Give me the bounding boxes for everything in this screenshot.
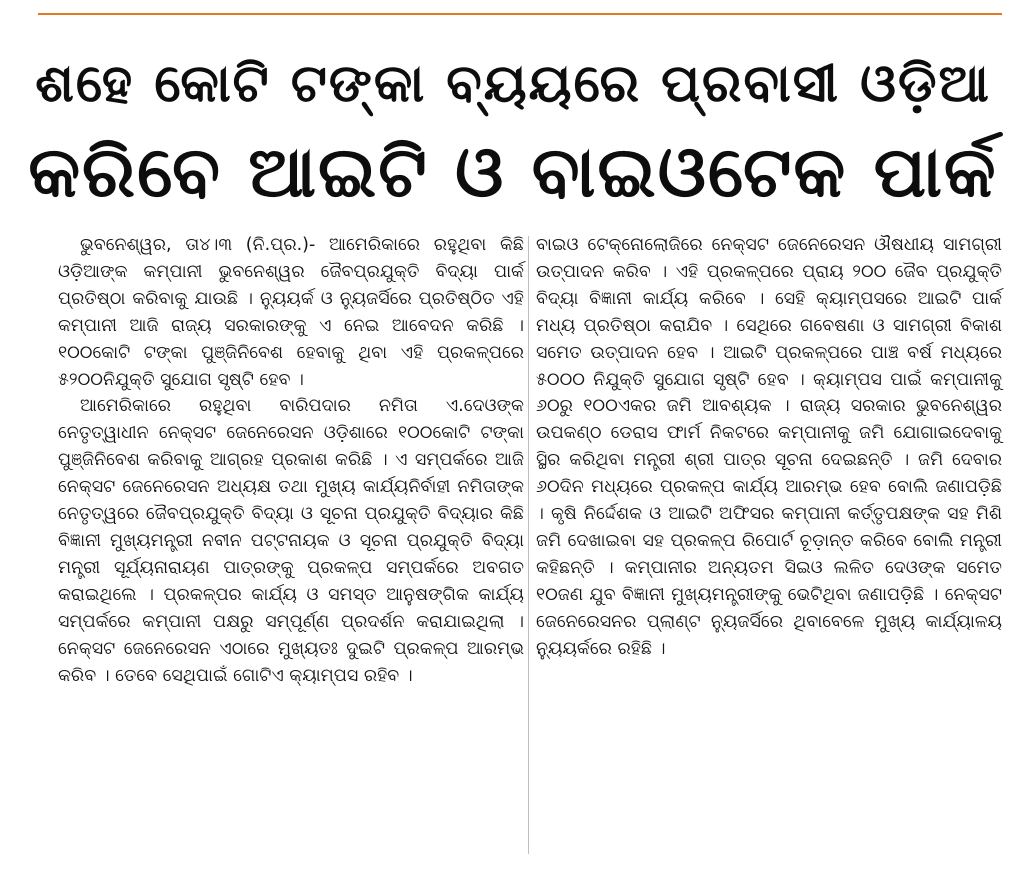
article-paragraph: ବାଇଓ ଟେକ୍ନୋଲୋଜିରେ ନେକ୍ସଟ ଜେନେରେସନ ଔଷଧୀୟ ସାମଗ୍ରୀ ଉତ୍ପାଦନ କରିବ । ଏହି ପ୍ରକଳ୍ପରେ ପ୍ରାୟ ୨୦୦ ଜୈବ ପ୍ରଯୁକ୍ତି ବିଦ୍ୟା ବିଜ୍ଞାନୀ କାର୍ଯ୍ୟ କରିବେ । ସେହି କ୍ୟାମ୍ପସରେ ଆଇଟି ପାର୍କ ମଧ୍ୟ ପ୍ରତିଷ୍ଠା କରାଯିବ । ସେଥିରେ ଗବେଷଣା ଓ ସାମଗ୍ରୀ ବିକାଶ ସମେତ ଉତ୍ପାଦନ ହେବ । ଆଇଟି ପ୍ରକଳ୍ପରେ ପାଞ୍ଚ ବର୍ଷ ମଧ୍ୟରେ ୫୦୦୦ ନିଯୁକ୍ତି ସୁଯୋଗ ସୃଷ୍ଟି ହେବ । କ୍ୟାମ୍ପସ ପାଇଁ କମ୍ପାନୀକୁ ୬୦ରୁ ୧୦୦ଏକର ଜମି ଆବଶ୍ୟକ । ରାଜ୍ୟ ସରକାର ଭୁବନେଶ୍ୱର ଉପକଣ୍ଠ ଡେରାସ ଫାର୍ମ ନିକଟରେ କମ୍ପାନୀକୁ ଜମି ଯୋଗାଇଦେବାକୁ ସ୍ଥିର କରିଥିବା ମନ୍ତ୍ରୀ ଶ୍ରୀ ପାତ୍ର ସୂଚନା ଦେଇଛନ୍ତି । ଜମି ଦେବାର ୬୦ଦିନ ମଧ୍ୟରେ ପ୍ରକଳ୍ପ କାର୍ଯ୍ୟ ଆରମ୍ଭ ହେବ ବୋଲି ଜଣାପଡ଼ିଛି । କୃଷି ନିର୍ଦ୍ଦେଶକ ଓ ଆଇଟି ଅଫିସର କମ୍ପାନୀ କର୍ତ୍ତୃପକ୍ଷଙ୍କ ସହ ମିଶି ଜମି ଦେଖାଇବା ସହ ପ୍ରକଳ୍ପ ରିପୋର୍ଟ ଚୂଡ଼ାନ୍ତ କରିବେ ବୋଲି ମନ୍ତ୍ରୀ କହିଛନ୍ତି । କମ୍ପାନୀର ଅନ୍ୟତମ ସିଇଓ ଲଳିତ ଦେଓଙ୍କ ସମେତ ୧୦ଜଣ ଯୁବ ବିଜ୍ଞାନୀ ମୁଖ୍ୟମନ୍ତ୍ରୀଙ୍କୁ ଭେଟିଥିବା ଜଣାପଡ଼ିଛି । ନେକ୍ସଟ ଜେନେରେସନର ପ୍ଲାଣ୍ଟ ନ୍ୟୁଜର୍ସିରେ ଥିବାବେଳେ ମୁଖ୍ୟ କାର୍ଯ୍ୟାଳୟ ନ୍ୟୁୟର୍କରେ ରହିଛି । <box>536 235 1002 659</box>
article-paragraph: ଭୁବନେଶ୍ୱର, ତା୪।୩ (ନି.ପ୍ର.)- ଆମେରିକାରେ ରହୁଥିବା କିଛି ଓଡ଼ିଆଙ୍କ କମ୍ପାନୀ ଭୁବନେଶ୍ୱର ଜୈବପ୍ରଯୁକ୍ତି ବିଦ୍ୟା ପାର୍କ ପ୍ରତିଷ୍ଠା କରିବାକୁ ଯାଉଛି । ନ୍ୟୁୟର୍କ ଓ ନ୍ୟୁଜର୍ସିରେ ପ୍ରତିଷ୍ଠିତ ଏହି କମ୍ପାନୀ ଆଜି ରାଜ୍ୟ ସରକାରଙ୍କୁ ଏ ନେଇ ଆବେଦନ କରିଛି । ୧୦୦କୋଟି ଟଙ୍କା ପୁଞ୍ଜିନିବେଶ ହେବାକୁ ଥିବା ଏହି ପ୍ରକଳ୍ପରେ ୫୨୦୦ନିଯୁକ୍ତି ସୁଯୋଗ ସୃଷ୍ଟି ହେବ । <box>58 235 524 390</box>
headline-line-2: କରିବେ ଆଇଟି ଓ ବାଇଓଟେକ ପାର୍କ <box>28 131 998 213</box>
article-paragraph: ଆମେରିକାରେ ରହୁଥିବା ବାରିପଦାର ନମିତା ଏ.ଦେଓଙ୍କ ନେତୃତ୍ୱାଧୀନ ନେକ୍ସଟ ଜେନେରେସନ ଓଡ଼ିଶାରେ ୧୦୦କୋଟି ଟଙ୍କା ପୁଞ୍ଜିନିବେଶ କରିବାକୁ ଆଗ୍ରହ ପ୍ରକାଶ କରିଛି । ଏ ସମ୍ପର୍କରେ ଆଜି ନେକ୍ସଟ ଜେନେରେସନ ଅଧ୍ୟକ୍ଷ ତଥା ମୁଖ୍ୟ କାର୍ଯ୍ୟନିର୍ବାହୀ ନମିତାଙ୍କ ନେତୃତ୍ୱରେ ଜୈବପ୍ରଯୁକ୍ତି ବିଦ୍ୟା ଓ ସୂଚନା ପ୍ରଯୁକ୍ତି ବିଦ୍ୟାର କିଛି ବିଜ୍ଞାନୀ ମୁଖ୍ୟମନ୍ତ୍ରୀ ନବୀନ ପଟ୍ଟନାୟକ ଓ ସୂଚନା ପ୍ରଯୁକ୍ତି ବିଦ୍ୟା ମନ୍ତ୍ରୀ ସୂର୍ଯ୍ୟନାରାୟଣ ପାତ୍ରଙ୍କୁ ପ୍ରକଳ୍ପ ସମ୍ପର୍କରେ ଅବଗତ କରାଇଥିଲେ । ପ୍ରକଳ୍ପର କାର୍ଯ୍ୟ ଓ ସମସ୍ତ ଆନୁଷଙ୍ଗିକ କାର୍ଯ୍ୟ ସମ୍ପର୍କରେ କମ୍ପାନୀ ପକ୍ଷରୁ ସମ୍ପୂର୍ଣ୍ଣ ପ୍ରଦର୍ଶନ କରାଯାଇଥିଲା । ନେକ୍ସଟ ଜେନେରେସନ ଏଠାରେ ମୁଖ୍ୟତଃ ଦୁଇଟି ପ୍ରକଳ୍ପ ଆରମ୍ଭ କରିବ । ତେବେ ସେଥିପାଇଁ ଗୋଟିଏ କ୍ୟାମ୍ପସ ରହିବ । <box>58 396 524 686</box>
article-column-right <box>536 232 1002 663</box>
top-rule <box>38 13 1002 15</box>
headline-line-1: ଶହେ କୋଟି ଟଙ୍କା ବ୍ୟୟରେ ପ୍ରବାସୀ ଓଡ଼ିଆ <box>35 54 991 114</box>
article-column-left <box>58 232 524 689</box>
column-divider <box>528 236 529 854</box>
headline <box>20 40 1006 216</box>
